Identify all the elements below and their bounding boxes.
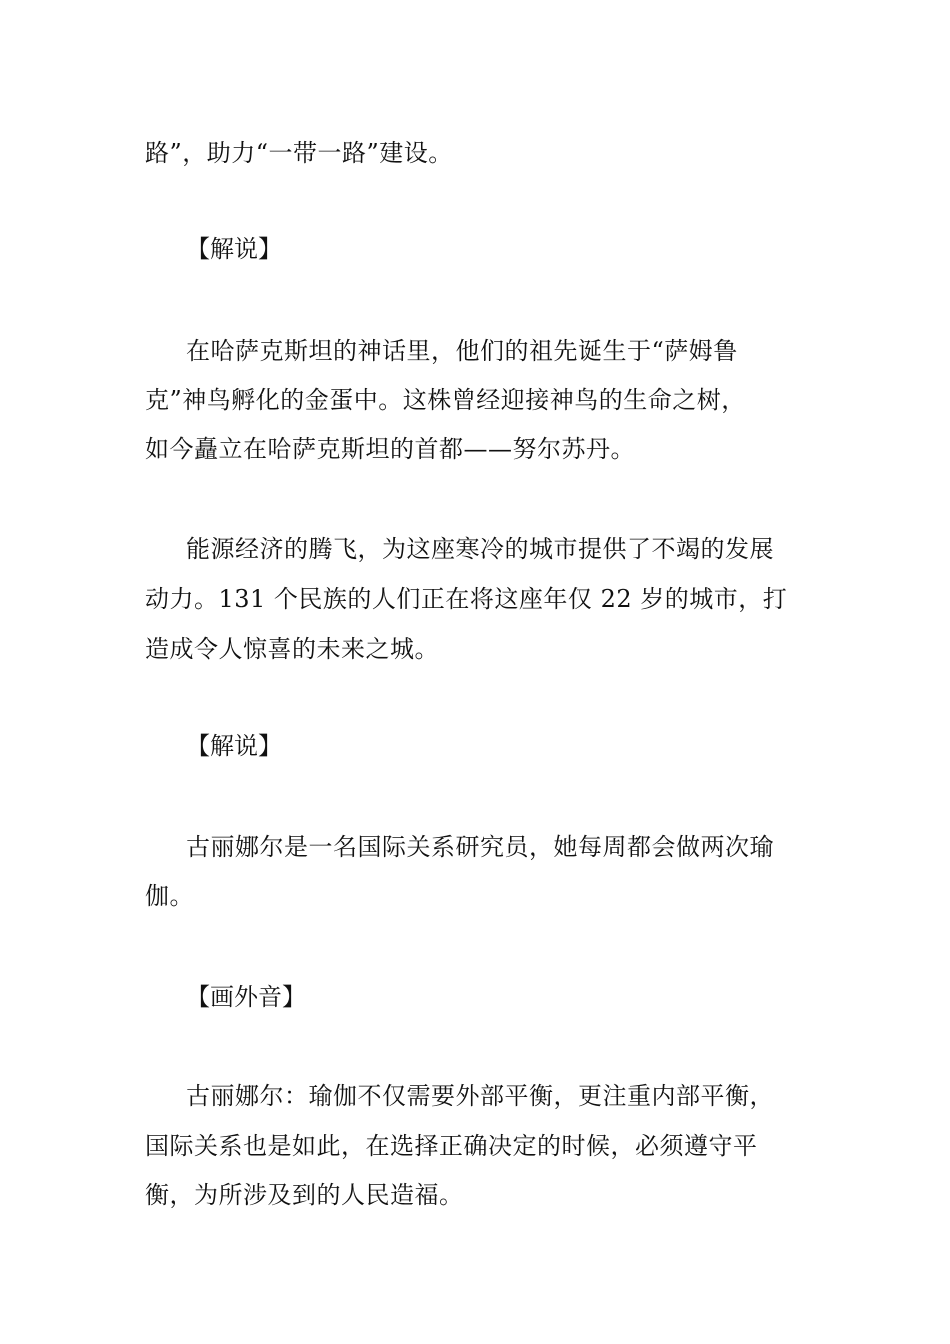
section-heading-narration: 【解说】 — [186, 235, 282, 263]
paragraph-line: 如今矗立在哈萨克斯坦的首都——努尔苏丹。 — [145, 435, 635, 463]
paragraph-line: 伽。 — [145, 882, 194, 910]
section-heading-voiceover: 【画外音】 — [186, 983, 306, 1011]
paragraph-line: 古丽娜尔是一名国际关系研究员，她每周都会做两次瑜 — [186, 833, 774, 861]
paragraph-line: 衡，为所涉及到的人民造福。 — [145, 1181, 464, 1209]
paragraph-line: 克”神鸟孵化的金蛋中。这株曾经迎接神鸟的生命之树， — [145, 386, 746, 414]
paragraph-line: 在哈萨克斯坦的神话里，他们的祖先诞生于“萨姆鲁 — [186, 337, 738, 365]
paragraph-line: 路”，助力“一带一路”建设。 — [145, 139, 453, 167]
paragraph-line: 国际关系也是如此，在选择正确决定的时候，必须遵守平 — [145, 1132, 758, 1160]
section-heading-narration: 【解说】 — [186, 732, 282, 760]
paragraph-line: 动力。131 个民族的人们正在将这座年仅 22 岁的城市，打 — [145, 585, 788, 613]
paragraph-line: 造成令人惊喜的未来之城。 — [145, 635, 439, 663]
paragraph-line: 能源经济的腾飞，为这座寒冷的城市提供了不竭的发展 — [186, 535, 774, 563]
paragraph-line: 古丽娜尔：瑜伽不仅需要外部平衡，更注重内部平衡， — [186, 1082, 774, 1110]
